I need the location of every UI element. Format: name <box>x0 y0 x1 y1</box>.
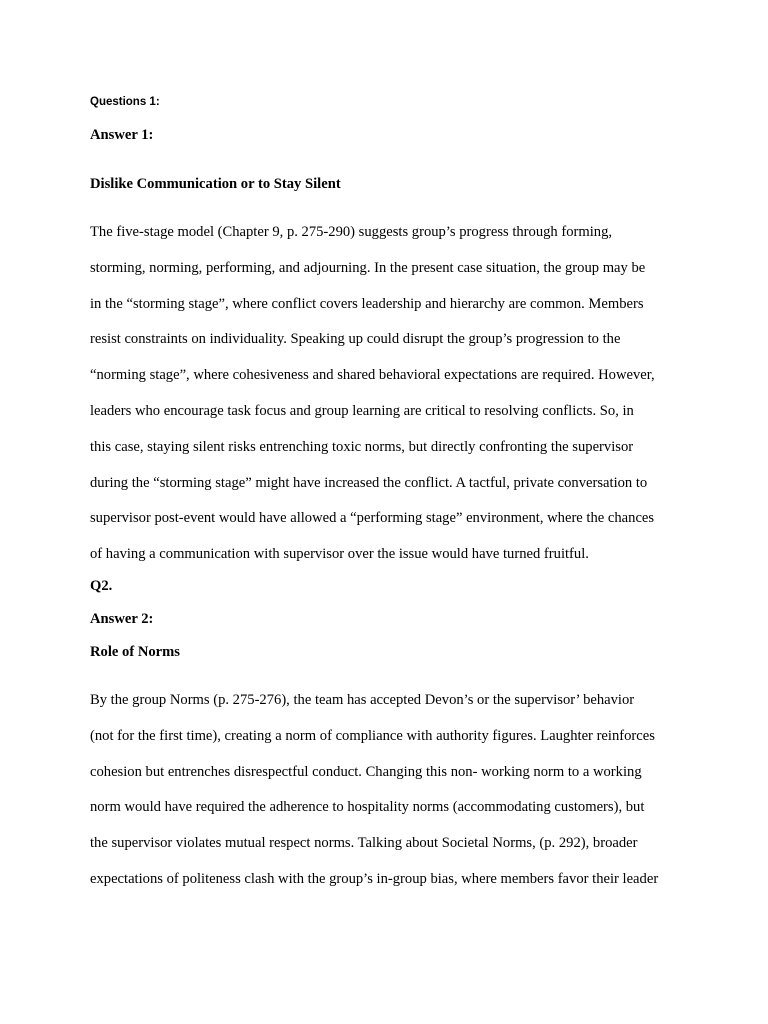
section-2-title: Role of Norms <box>90 643 180 660</box>
paragraph-1-line: during the “storming stage” might have increased the conflict. A tactful, private conversation to <box>90 474 648 491</box>
paragraph-1-line: leaders who encourage task focus and group learning are critical to resolving conflicts. So, in <box>90 402 634 419</box>
paragraph-2-line: norm would have required the adherence to hospitality norms (accommodating customers), but <box>90 799 645 816</box>
paragraph-1-line: of having a communication with supervisor over the issue would have turned fruitful. <box>90 546 589 563</box>
paragraph-1-line: this case, staying silent risks entrenching toxic norms, but directly confronting the supervisor <box>90 438 634 455</box>
paragraph-2-line: By the group Norms (p. 275-276), the team has accepted Devon’s or the supervisor’ behavior <box>90 691 635 708</box>
paragraph-1-line: The five-stage model (Chapter 9, p. 275-290) suggests group’s progress through forming, <box>90 224 613 240</box>
answer-1-heading: Answer 1: <box>90 127 154 143</box>
paragraph-2 <box>90 683 680 898</box>
question-2-label: Q2. <box>90 577 113 594</box>
paragraph-2-line: the supervisor violates mutual respect norms. Talking about Societal Norms, (p. 292), broader <box>90 835 638 852</box>
paragraph-1-line: storming, norming, performing, and adjourning. In the present case situation, the group may be <box>90 259 646 276</box>
paragraph-1-line: “norming stage”, where cohesiveness and shared behavioral expectations are required. However, <box>90 367 655 384</box>
document-body <box>90 93 680 898</box>
paragraph-1-line: resist constraints on individuality. Speaking up could disrupt the group’s progression to the <box>90 331 621 348</box>
paragraph-1-line: supervisor post-event would have allowed a “performing stage” environment, where the chances <box>90 510 655 527</box>
answer-2-heading: Answer 2: <box>90 610 154 627</box>
paragraph-2-line: (not for the first time), creating a norm of compliance with authority figures. Laughter reinforces <box>90 727 655 744</box>
question-1-label: Questions 1: <box>90 96 160 108</box>
section-1-title: Dislike Communication or to Stay Silent <box>90 176 341 192</box>
paragraph-1 <box>90 215 680 573</box>
paragraph-1-line: in the “storming stage”, where conflict covers leadership and hierarchy are common. Members <box>90 295 644 312</box>
paragraph-2-line: expectations of politeness clash with the group’s in-group bias, where members favor their leader <box>90 870 659 887</box>
paragraph-2-line: cohesion but entrenches disrespectful conduct. Changing this non- working norm to a working <box>90 763 642 780</box>
